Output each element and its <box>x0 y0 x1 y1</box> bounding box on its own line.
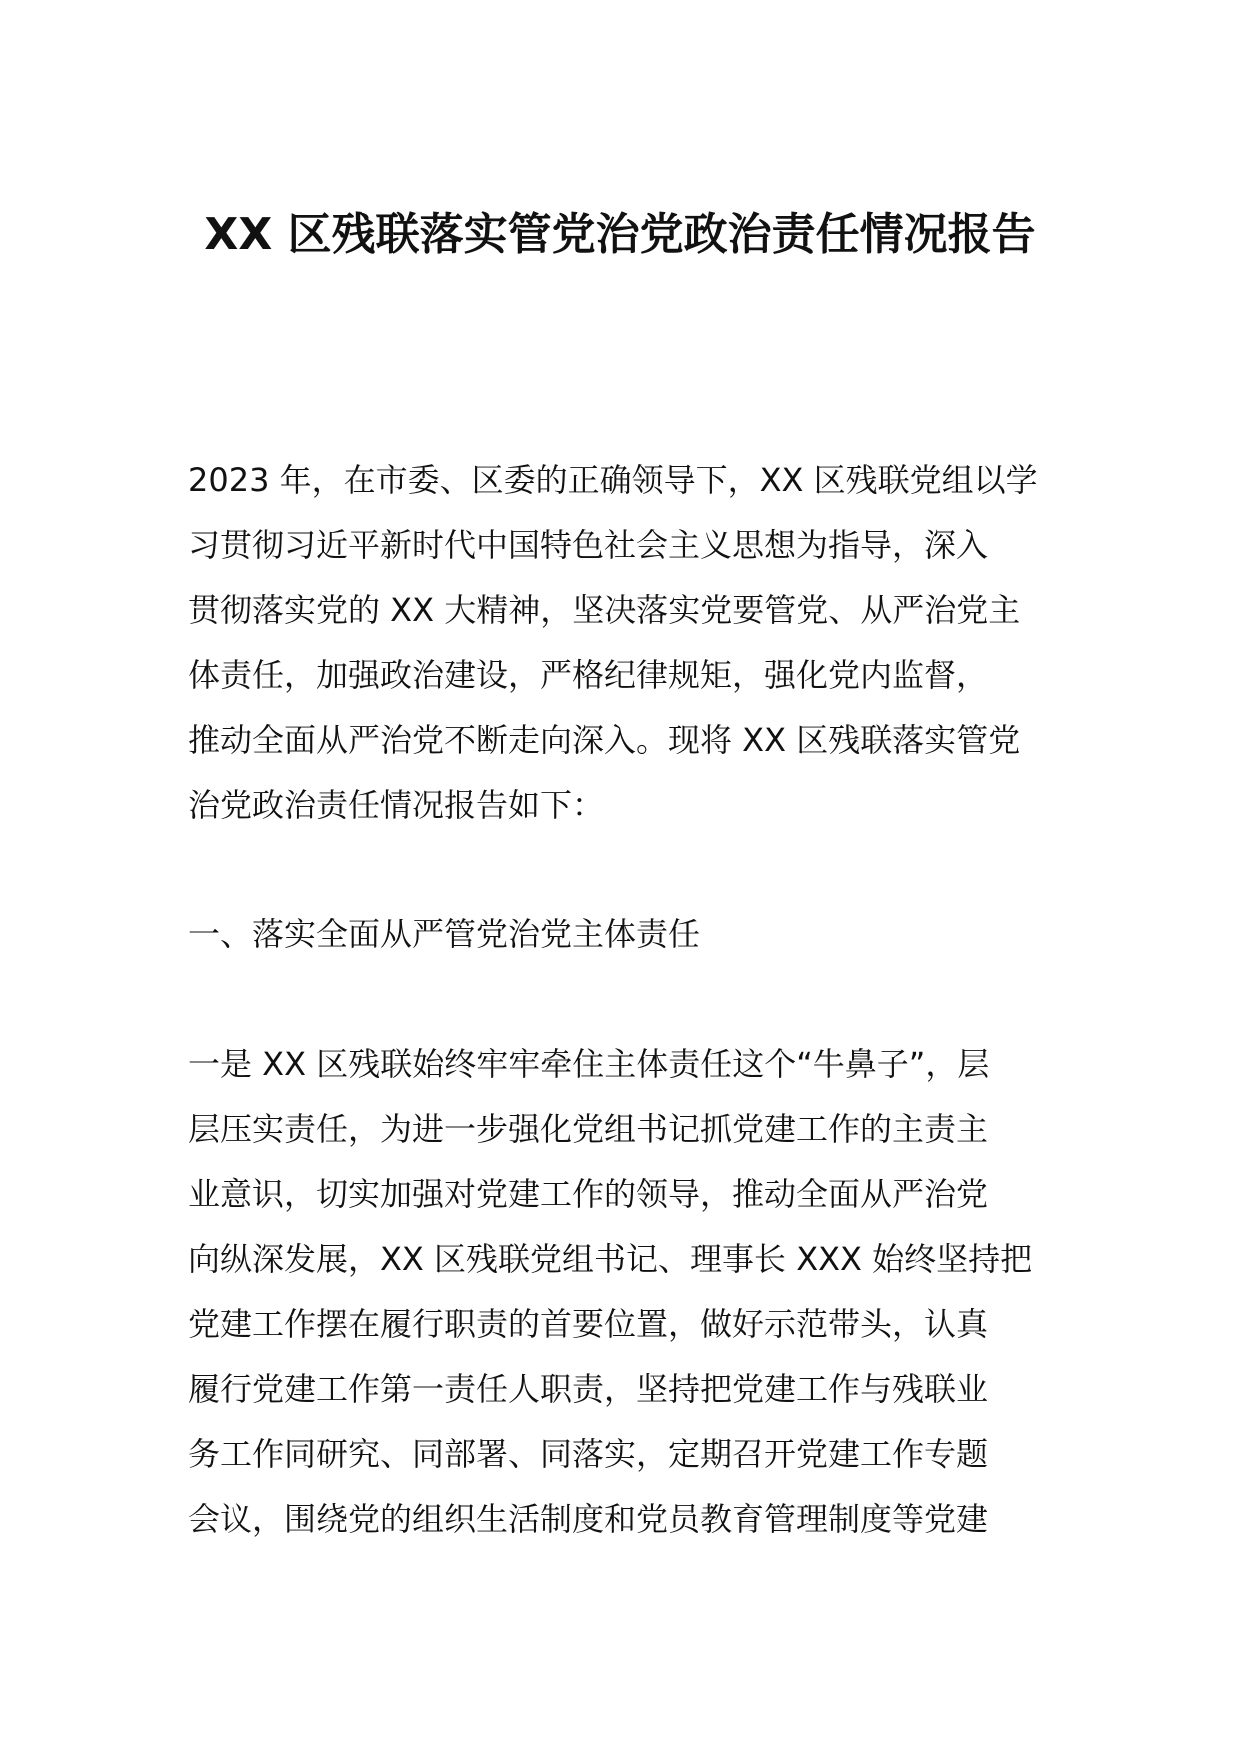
paragraph-line: 党建工作摆在履行职责的首要位置，做好示范带头，认真 <box>188 1305 989 1343</box>
paragraph-line: 贯彻落实党的 XX 大精神，坚决落实党要管党、从严治党主 <box>188 591 1021 629</box>
paragraph-line: 体责任，加强政治建设，严格纪律规矩，强化党内监督， <box>188 656 989 694</box>
paragraph-line: 推动全面从严治党不断走向深入。现将 XX 区残联落实管党 <box>188 721 1021 759</box>
intro-paragraph <box>188 448 1058 838</box>
paragraph-line: 会议，围绕党的组织生活制度和党员教育管理制度等党建 <box>188 1500 989 1538</box>
paragraph-line: 治党政治责任情况报告如下： <box>188 786 605 824</box>
section-paragraph <box>188 1032 1058 1552</box>
paragraph-line: 层压实责任，为进一步强化党组书记抓党建工作的主责主 <box>188 1110 989 1148</box>
section-heading-text: 一、落实全面从严管党治党主体责任 <box>188 915 701 953</box>
paragraph-line: 向纵深发展，XX 区残联党组书记、理事长 XXX 始终坚持把 <box>188 1240 1033 1278</box>
paragraph-line: 务工作同研究、同部署、同落实，定期召开党建工作专题 <box>188 1435 989 1473</box>
paragraph-line: 习贯彻习近平新时代中国特色社会主义思想为指导，深入 <box>188 526 989 564</box>
section-heading <box>188 902 1058 967</box>
document-title: XX 区残联落实管党治党政治责任情况报告 <box>204 209 1036 260</box>
paragraph-line: 履行党建工作第一责任人职责，坚持把党建工作与残联业 <box>188 1370 989 1408</box>
paragraph-line: 一是 XX 区残联始终牢牢牵住主体责任这个“牛鼻子”，层 <box>188 1045 990 1083</box>
paragraph-line: 2023 年，在市委、区委的正确领导下，XX 区残联党组以学 <box>188 461 1038 499</box>
paragraph-line: 业意识，切实加强对党建工作的领导，推动全面从严治党 <box>188 1175 989 1213</box>
